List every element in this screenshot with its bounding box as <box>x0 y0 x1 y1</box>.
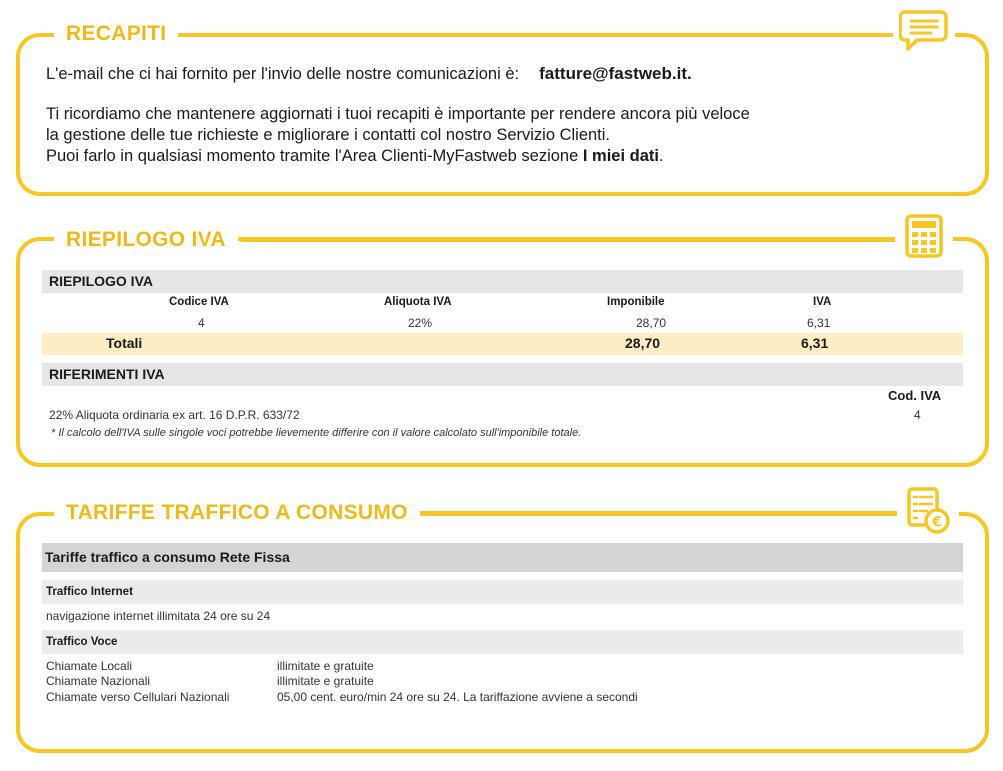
calculator-icon <box>895 213 953 264</box>
recapiti-paragraph-line-2: la gestione delle tue richieste e migliorare i contatti col nostro Servizio Clienti. <box>46 126 611 144</box>
recapiti-paragraph-line-1: Ti ricordiamo che mantenere aggiornati i tuoi recapiti è importante per rendere ancora più veloce <box>46 105 750 123</box>
tariffe-title-rule <box>420 511 898 515</box>
riepilogo-table-title: RIEPILOGO IVA <box>42 270 963 293</box>
traffico-internet-text: navigazione internet illimitata 24 ore su 24 <box>46 609 271 623</box>
recapiti-line3-prefix: Puoi farlo in qualsiasi momento tramite l'Area Clienti-MyFastweb sezione <box>46 147 583 165</box>
email-address: fatture@fastweb.it. <box>539 64 692 83</box>
riferimento-cod: 4 <box>914 408 921 422</box>
email-line <box>46 63 692 85</box>
voce-label: Chiamate Nazionali <box>46 674 151 688</box>
iva-note: * Il calcolo dell'IVA sulle singole voci potrebbe lievemente differire con il valore calcolato sull'imponibile totale. <box>51 427 582 439</box>
voce-label: Chiamate verso Cellulari Nazionali <box>46 690 230 704</box>
recapiti-paragraph-line-3 <box>46 146 664 167</box>
riepilogo-title-rule <box>241 238 898 242</box>
row-iva: 6,31 <box>807 316 831 330</box>
email-intro: L'e-mail che ci hai fornito per l'invio delle nostre comunicazioni è: <box>46 65 520 83</box>
tariffe-main-header: Tariffe traffico a consumo Rete Fissa <box>42 543 963 572</box>
row-codice-iva: 4 <box>198 316 205 330</box>
totals-label: Totali <box>106 335 143 351</box>
riferimento-text: 22% Aliquota ordinaria ex art. 16 D.P.R. 633/72 <box>49 408 300 422</box>
header-iva: IVA <box>813 296 832 308</box>
row-aliquota-iva: 22% <box>408 316 433 330</box>
riferimenti-table-title: RIFERIMENTI IVA <box>42 363 963 386</box>
tariffe-title: TARIFFE TRAFFICO A CONSUMO <box>54 501 420 525</box>
totals-iva: 6,31 <box>801 335 829 351</box>
row-imponibile: 28,70 <box>636 316 667 330</box>
traffico-voce-header: Traffico Voce <box>42 630 963 654</box>
recapiti-line3-suffix: . <box>658 147 664 165</box>
header-codice-iva: Codice IVA <box>169 296 229 308</box>
chat-bubble-icon <box>893 8 955 57</box>
svg-text:€: € <box>932 514 942 531</box>
voce-value: illimitate e gratuite <box>277 674 374 688</box>
invoice-euro-icon <box>897 486 959 541</box>
header-cod-iva: Cod. IVA <box>888 388 942 403</box>
voce-value: illimitate e gratuite <box>277 659 374 673</box>
header-aliquota-iva: Aliquota IVA <box>384 296 452 308</box>
traffico-internet-header: Traffico Internet <box>42 580 963 604</box>
recapiti-title-rule <box>178 33 898 37</box>
voce-value: 05,00 cent. euro/min 24 ore su 24. La tariffazione avviene a secondi <box>277 690 638 704</box>
miei-dati-link-text: I miei dati <box>582 147 659 165</box>
header-imponibile: Imponibile <box>607 296 665 308</box>
voce-label: Chiamate Locali <box>46 659 133 673</box>
recapiti-title: RECAPITI <box>54 22 178 46</box>
totals-imponibile: 28,70 <box>625 335 661 351</box>
riepilogo-title: RIEPILOGO IVA <box>54 228 238 252</box>
